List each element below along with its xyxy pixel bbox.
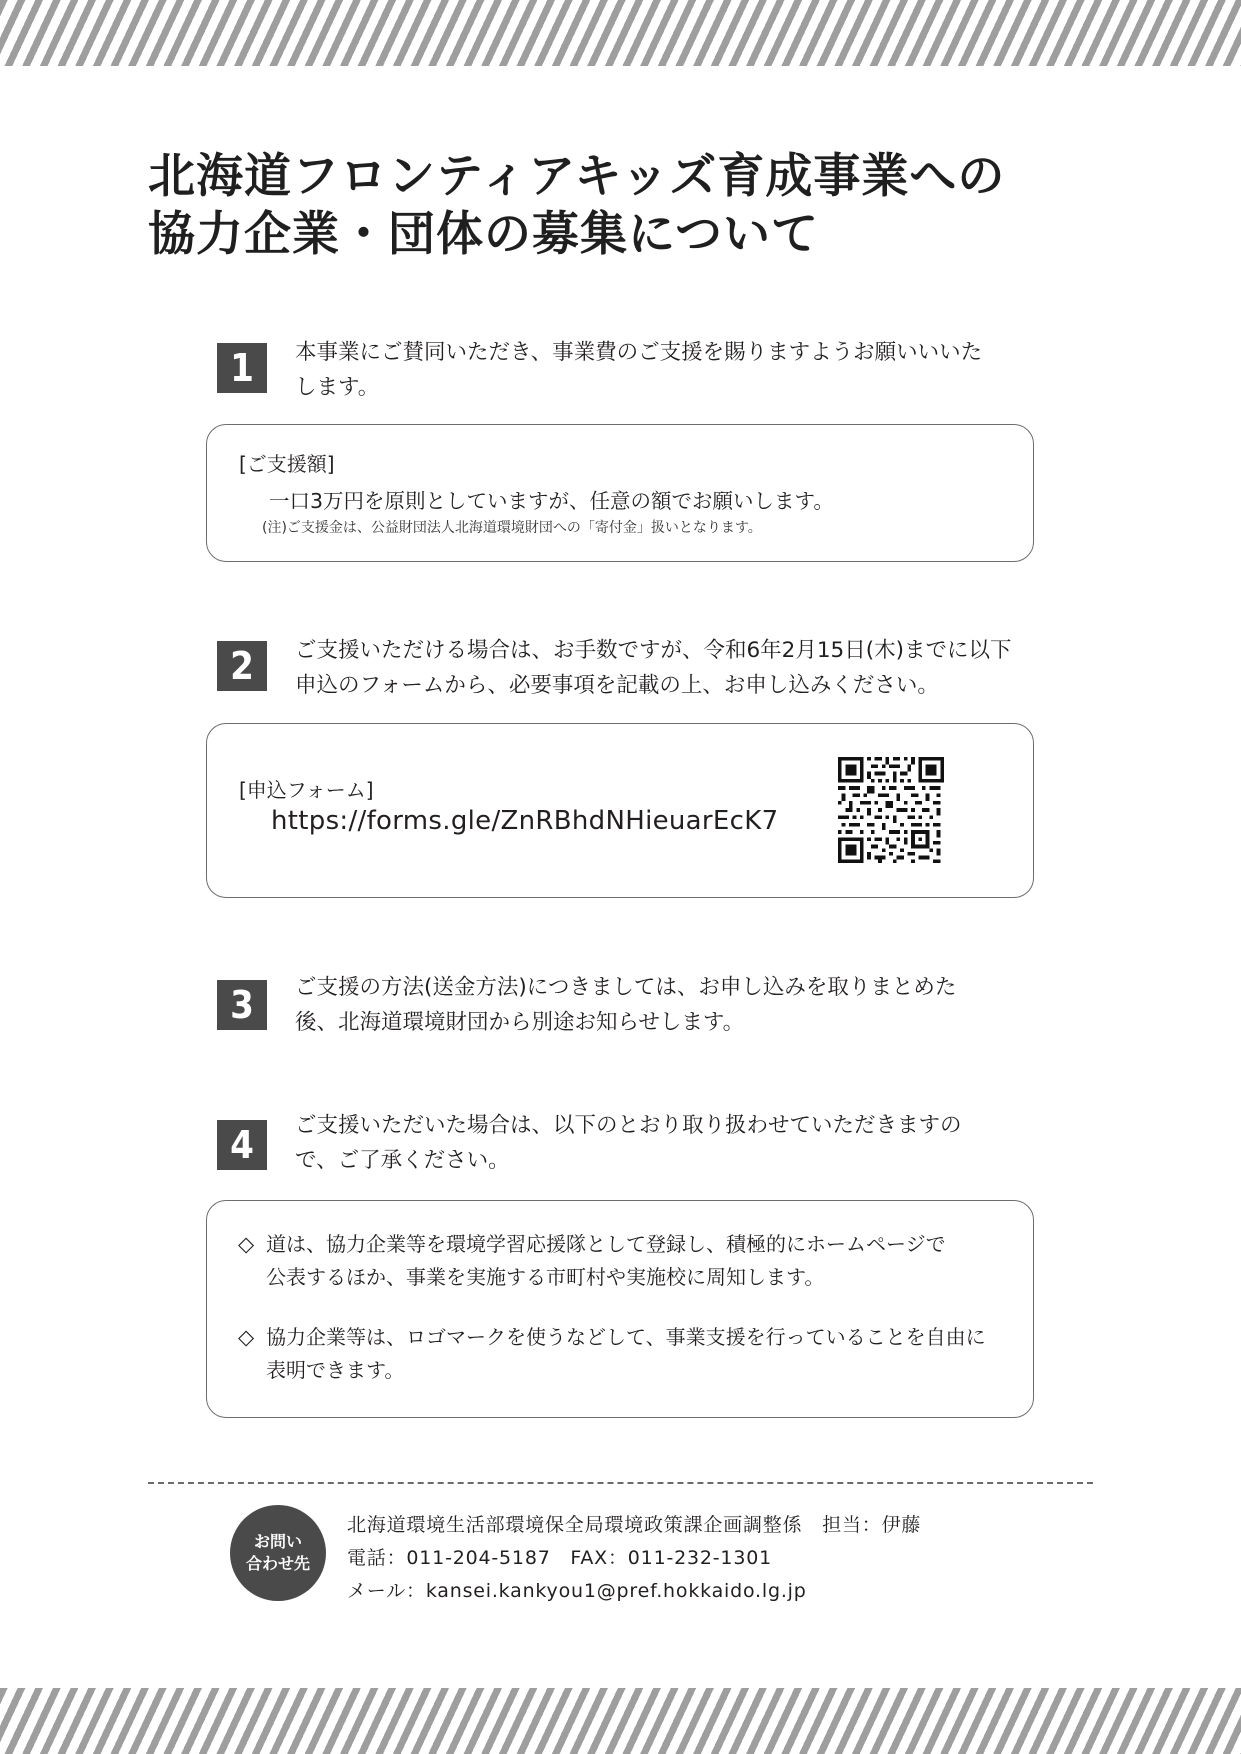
step-3-line2: 後、北海道環境財団から別途お知らせします。 (295, 1010, 745, 1035)
contact-badge-line2: 合わせ先 (245, 1554, 310, 1573)
dashed-divider (148, 1482, 1093, 1484)
contact-info (347, 1509, 921, 1608)
contact-badge (230, 1505, 326, 1601)
page-title-line2: 協力企業・団体の募集について (148, 207, 820, 262)
step-2-line1: ご支援いただける場合は、お手数ですが、令和6年2月15日(木)までに以下 (295, 638, 1012, 663)
support-amount-heading: [ご支援額] (239, 452, 335, 476)
support-amount-box (206, 424, 1034, 562)
application-form-link[interactable]: https://forms.gle/ZnRBhdNHieuarEcK7 (271, 806, 779, 836)
support-amount-note: (注)ご支援金は、公益財団法人北海道環境財団への「寄付金」扱いとなります。 (262, 520, 762, 536)
page-title (148, 148, 1108, 264)
step-1-line2: します。 (295, 375, 380, 400)
step-3-number-badge: 3 (217, 980, 267, 1030)
step-2-text (295, 633, 1055, 703)
step-2-number-badge: 2 (217, 641, 267, 691)
handling-bullet-1 (238, 1228, 946, 1294)
diamond-bullet-icon: ◇ (238, 1325, 255, 1349)
contact-badge-line1: お問い (253, 1532, 302, 1551)
handling-bullet-1-line1: 道は、協力企業等を環境学習応援隊として登録し、積極的にホームページで (266, 1232, 946, 1256)
handling-box (206, 1200, 1034, 1418)
support-amount-body: 一口3万円を原則としていますが、任意の額でお願いします。 (269, 489, 834, 513)
handling-bullet-2 (238, 1321, 986, 1387)
page-title-line1: 北海道フロンティアキッズ育成事業への (148, 149, 1006, 204)
bottom-stripe-band (0, 1688, 1241, 1754)
step-1-number-badge: 1 (217, 343, 267, 393)
step-2-line2: 申込のフォームから、必要事項を記載の上、お申し込みください。 (295, 673, 939, 698)
top-stripe-band (0, 0, 1241, 66)
step-3-line1: ご支援の方法(送金方法)につきましては、お申し込みを取りまとめた (295, 975, 957, 1000)
step-3-text (295, 970, 1055, 1040)
contact-department: 北海道環境生活部環境保全局環境政策課企画調整係 担当：伊藤 (347, 1514, 922, 1536)
handling-bullet-2-line2: 表明できます。 (266, 1358, 405, 1382)
handling-bullet-2-line1: 協力企業等は、ロゴマークを使うなどして、事業支援を行っていることを自由に (266, 1325, 986, 1349)
step-4-line1: ご支援いただいた場合は、以下のとおり取り扱わせていただきますの (295, 1113, 962, 1138)
handling-bullet-1-line2: 公表するほか、事業を実施する市町村や実施校に周知します。 (266, 1265, 825, 1289)
contact-phone-fax: 電話：011-204-5187 FAX：011-232-1301 (347, 1547, 772, 1569)
qr-code-icon[interactable] (838, 757, 944, 863)
contact-email[interactable]: メール：kansei.kankyou1@pref.hokkaido.lg.jp (347, 1580, 807, 1602)
step-4-text (295, 1108, 1055, 1178)
step-1-text (295, 335, 1055, 405)
diamond-bullet-icon: ◇ (238, 1232, 255, 1256)
step-1-line1: 本事業にご賛同いただき、事業費のご支援を賜りますようお願いいいた (295, 340, 983, 365)
step-4-number-badge: 4 (217, 1120, 267, 1170)
application-form-box (206, 723, 1034, 898)
step-4-line2: で、ご了承ください。 (295, 1148, 510, 1173)
application-form-heading: [申込フォーム] (239, 778, 374, 802)
